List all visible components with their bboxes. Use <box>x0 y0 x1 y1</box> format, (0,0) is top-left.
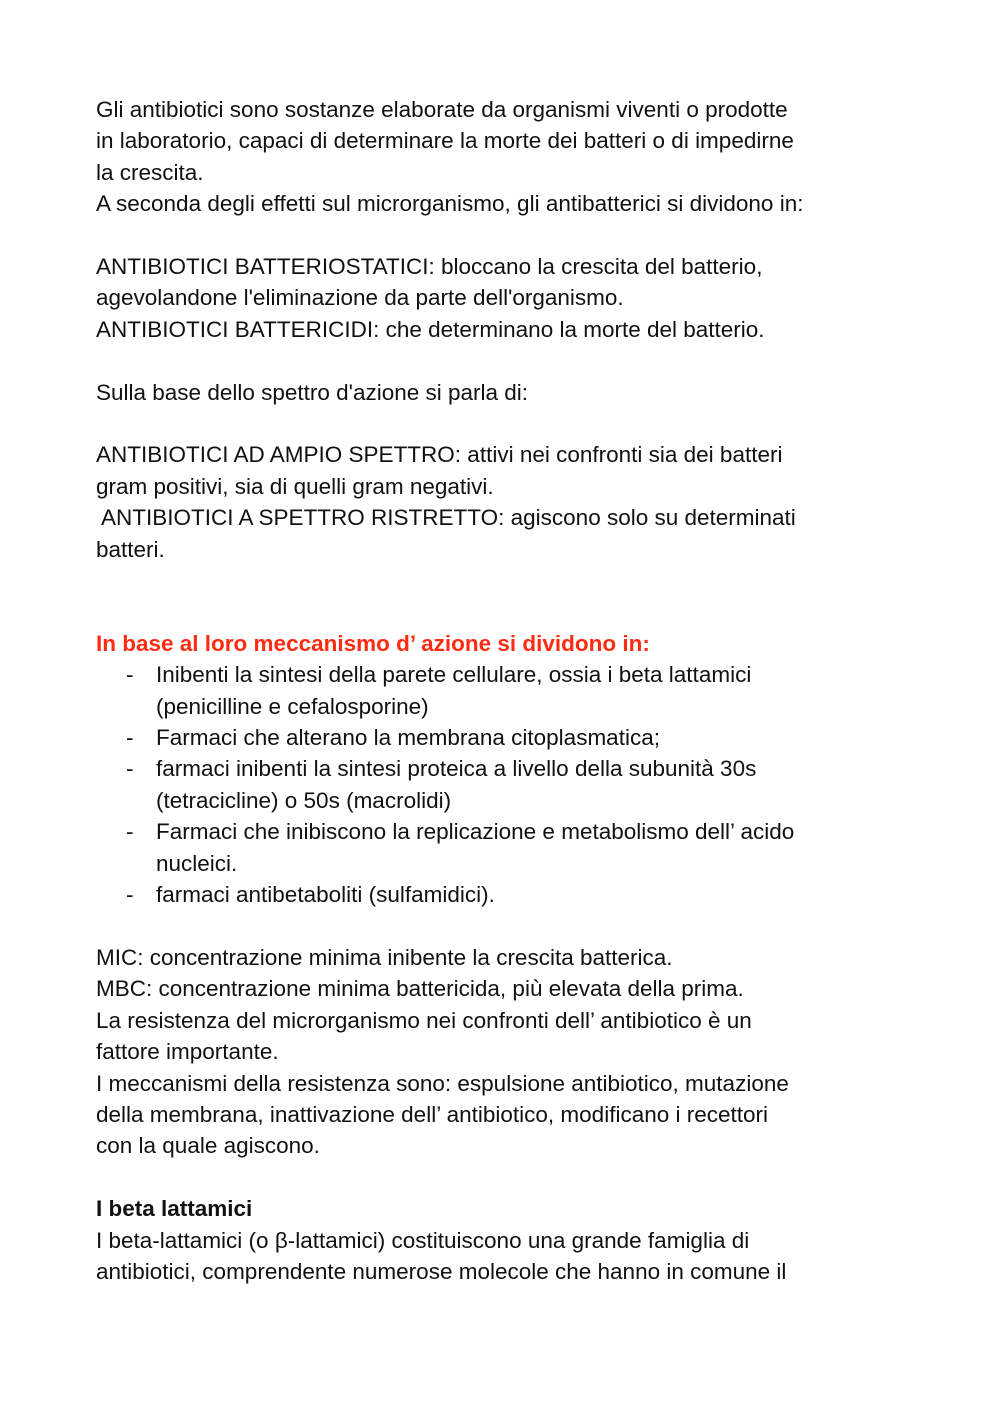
spacer <box>96 220 926 251</box>
resistance-paragraph <box>96 942 926 1162</box>
spacer <box>96 345 926 376</box>
text-line: Inibenti la sintesi della parete cellulare, ossia i beta lattamici <box>156 662 752 688</box>
document-page <box>96 94 926 1287</box>
text-line: A seconda degli effetti sul microrganismo, gli antibatterici si dividono in: <box>96 191 804 217</box>
mechanism-list <box>96 659 926 910</box>
text-line: La resistenza del microrganismo nei confronti dell’ antibiotico è un <box>96 1007 752 1033</box>
dash-bullet: - <box>126 819 134 845</box>
text-line: ANTIBIOTICI AD AMPIO SPETTRO: attivi nei confronti sia dei batteri <box>96 442 783 468</box>
list-item <box>126 722 926 753</box>
text-line: antibiotici, comprendente numerose molecole che hanno in comune il <box>96 1258 787 1284</box>
text-line: ANTIBIOTICI BATTERIOSTATICI: bloccano la crescita del batterio, <box>96 254 763 280</box>
text-line: farmaci inibenti la sintesi proteica a livello della subunità 30s <box>156 756 757 782</box>
text-line: con la quale agiscono. <box>96 1133 320 1159</box>
text-line: I meccanismi della resistenza sono: espulsione antibiotico, mutazione <box>96 1070 789 1096</box>
list-item <box>126 816 926 879</box>
spacer <box>96 1162 926 1193</box>
intro-paragraph <box>96 94 926 220</box>
list-item <box>126 659 926 722</box>
mechanism-heading: In base al loro meccanismo d’ azione si dividono in: <box>96 630 650 656</box>
beta-heading: I beta lattamici <box>96 1196 253 1222</box>
spacer <box>96 911 926 942</box>
effects-paragraph <box>96 251 926 345</box>
list-item <box>126 753 926 816</box>
text-line: Farmaci che inibiscono la replicazione e metabolismo dell’ acido <box>156 819 795 845</box>
text-line: (tetracicline) o 50s (macrolidi) <box>156 787 452 813</box>
text-line: MIC: concentrazione minima inibente la crescita batterica. <box>96 944 673 970</box>
text-line: Gli antibiotici sono sostanze elaborate da organismi viventi o prodotte <box>96 97 788 122</box>
spectrum-intro: Sulla base dello spettro d'azione si parla di: <box>96 379 529 405</box>
list-item <box>126 879 926 910</box>
text-line: farmaci antibetaboliti (sulfamidici). <box>156 882 495 908</box>
text-line: batteri. <box>96 536 165 562</box>
text-line: della membrana, inattivazione dell’ antibiotico, modificano i recettori <box>96 1101 769 1127</box>
text-line: in laboratorio, capaci di determinare la morte dei batteri o di impedirne <box>96 128 794 154</box>
text-line: ANTIBIOTICI BATTERICIDI: che determinano la morte del batterio. <box>96 316 765 342</box>
dash-bullet: - <box>126 882 134 908</box>
dash-bullet: - <box>126 756 134 782</box>
text-line: nucleici. <box>156 850 238 876</box>
text-line: la crescita. <box>96 159 204 185</box>
text-line: agevolandone l'eliminazione da parte dell'organismo. <box>96 285 624 311</box>
text-line: MBC: concentrazione minima battericida, più elevata della prima. <box>96 976 744 1002</box>
text-line: ANTIBIOTICI A SPETTRO RISTRETTO: agiscono solo su determinati <box>96 505 796 531</box>
text-line: I beta-lattamici (o β-lattamici) costituiscono una grande famiglia di <box>96 1227 750 1253</box>
text-line: Farmaci che alterano la membrana citoplasmatica; <box>156 725 660 751</box>
dash-bullet: - <box>126 662 134 688</box>
text-line: (penicilline e cefalosporine) <box>156 693 429 719</box>
spacer <box>96 408 926 439</box>
spacer <box>96 565 926 628</box>
spectrum-paragraph <box>96 439 926 565</box>
text-line: fattore importante. <box>96 1039 279 1065</box>
beta-paragraph <box>96 1225 926 1288</box>
dash-bullet: - <box>126 725 134 751</box>
text-line: gram positivi, sia di quelli gram negativi. <box>96 473 494 499</box>
